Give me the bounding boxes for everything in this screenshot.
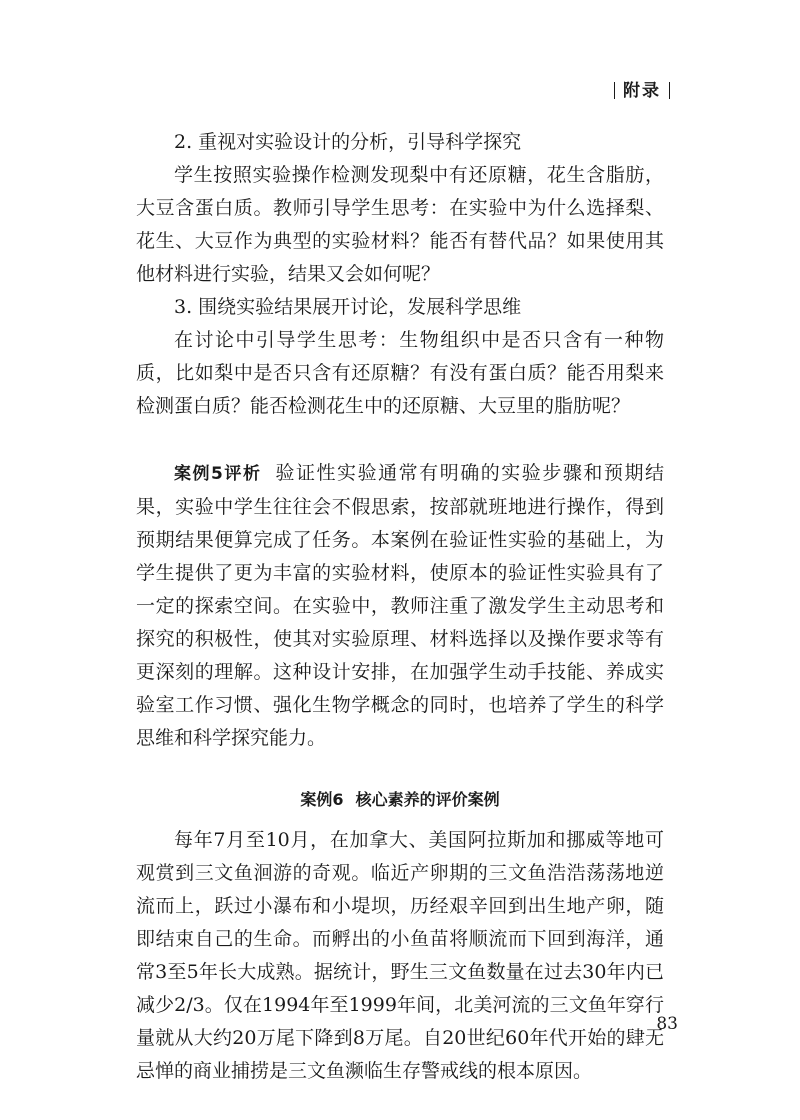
item3-paragraph: 在讨论中引导学生思考：生物组织中是否只含有一种物质，比如梨中是否只含有还原糖？有没有蛋白质？能否用梨来检测蛋白质？能否检测花生中的还原糖、大豆里的脂肪呢？ [136, 329, 664, 417]
running-header [606, 76, 678, 101]
spacer [136, 755, 664, 783]
case5-analysis-paragraph [136, 457, 664, 755]
case6-title-text: 核心素养的评价案例 [355, 790, 500, 809]
header-divider-left [614, 82, 615, 99]
page-number: 83 [656, 1014, 678, 1034]
page-content [136, 126, 664, 1088]
case6-label: 案例6 [300, 790, 344, 809]
item2-heading: 2. 重视对实验设计的分析，引导科学探究 [174, 131, 522, 153]
header-divider-right [669, 82, 670, 99]
spacer [136, 816, 664, 824]
spacer [136, 423, 664, 457]
header-section-title: 附录 [623, 81, 661, 101]
case5-analysis-label: 案例5评析 [174, 464, 262, 484]
case6-title [136, 783, 664, 816]
case6-paragraph: 每年7月至10月，在加拿大、美国阿拉斯加和挪威等地可观赏到三文鱼洄游的奇观。临近产卵期的三文鱼浩浩荡荡地逆流而上，跃过小瀑布和小堤坝，历经艰辛回到出生地产卵，随即结束自己的生命。而孵出的小鱼苗将顺流而下回到海洋，通常3至5年长大成熟。据统计，野生三文鱼数量在过去30年内已减少2/3。仅在1994年至1999年间，北美河流的三文鱼年穿行量就从大约20万尾下降到8万尾。自20世纪60年代开始的肆无忌惮的商业捕捞是三文鱼濒临生存警戒线的根本原因。 [136, 829, 664, 1082]
item3-heading: 3. 围绕实验结果展开讨论，发展科学思维 [174, 296, 522, 318]
case5-analysis-text: 验证性实验通常有明确的实验步骤和预期结果，实验中学生往往会不假思索，按部就班地进行操作，得到预期结果便算完成了任务。本案例在验证性实验的基础上，为学生提供了更为丰富的实验材料，使原本的验证性实验具有了一定的探索空间。在实验中，教师注重了激发学生主动思考和探究的积极性，使其对实验原理、材料选择以及操作要求等有更深刻的理解。这种设计安排，在加强学生动手技能、养成实验室工作习惯、强化生物学概念的同时，也培养了学生的科学思维和科学探究能力。 [136, 462, 664, 749]
item2-paragraph: 学生按照实验操作检测发现梨中有还原糖，花生含脂肪，大豆含蛋白质。教师引导学生思考：在实验中为什么选择梨、花生、大豆作为典型的实验材料？能否有替代品？如果使用其他材料进行实验，结果又会如何呢？ [136, 164, 664, 285]
